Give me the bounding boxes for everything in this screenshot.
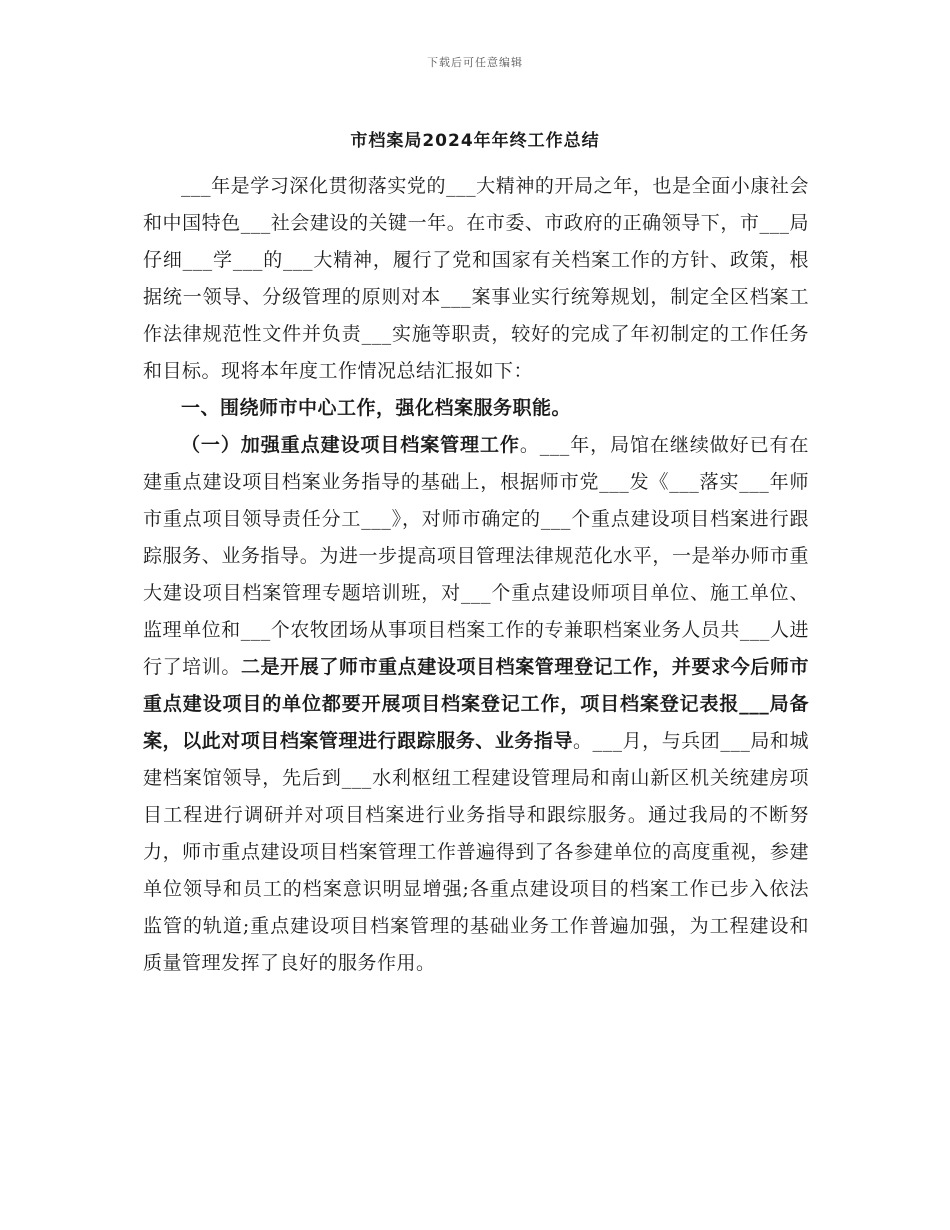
- sub1-text-b: 。___月，与兵团___局和城建档案馆领导，先后到___水利枢纽工程建设管理局和南山新区机关统建房项目工程进行调研并对项目档案进行业务指导和跟综服务。通过我局的不断努力，师市重点建设项目档案管理工作普遍得到了各参建单位的高度重视，参建单位领导和员工的档案意识明显增强;各重点建设项目的档案工作已步入依法监管的轨道;重点建设项目档案管理的基础业务工作普遍加强，为工程建设和质量管理发挥了良好的服务作用。: [143, 730, 809, 974]
- sub1-text-a: 。___年，局馆在继续做好已有在建重点建设项目档案业务指导的基础上，根据师市党___发《___落实___年师市重点项目领导责任分工___》，对师市确定的___个重点建设项目档案进行跟踪服务、业务指导。为进一步提高项目管理法律规范化水平，一是举办师市重大建设项目档案管理专题培训班，对___个重点建设师项目单位、施工单位、监理单位和___个农牧团场从事项目档案工作的专兼职档案业务人员共___人进行了培训。: [143, 434, 809, 678]
- document-body: [143, 168, 809, 982]
- sub1-bold-text: 二是开展了师市重点建设项目档案管理登记工作，并要求今后师市重点建设项目的单位都要开展项目档案登记工作，项目档案登记表报___局备案，以此对项目档案管理进行跟踪服务、业务指导: [143, 656, 809, 752]
- section-heading: [143, 390, 809, 427]
- intro-paragraph: [143, 168, 809, 390]
- page-title: 市档案局2024年年终工作总结: [350, 131, 600, 151]
- intro-text: ___年是学习深化贯彻落实党的___大精神的开局之年，也是全面小康社会和中国特色___社会建设的关键一年。在市委、市政府的正确领导下，市___局仔细___学___的___大精神，履行了党和国家有关档案工作的方针、政策，根据统一领导、分级管理的原则对本___案事业实行统筹规划，制定全区档案工作法律规范性文件并负责___实施等职责，较好的完成了年初制定的工作任务和目标。现将本年度工作情况总结汇报如下：: [143, 175, 809, 382]
- subsection-paragraph: [143, 427, 809, 982]
- header-note: 下载后可任意编辑: [427, 56, 523, 69]
- sub1-heading: （一）加强重点建设项目档案管理工作: [181, 434, 520, 456]
- section1-heading: 一、围绕师市中心工作，强化档案服务职能。: [181, 397, 572, 419]
